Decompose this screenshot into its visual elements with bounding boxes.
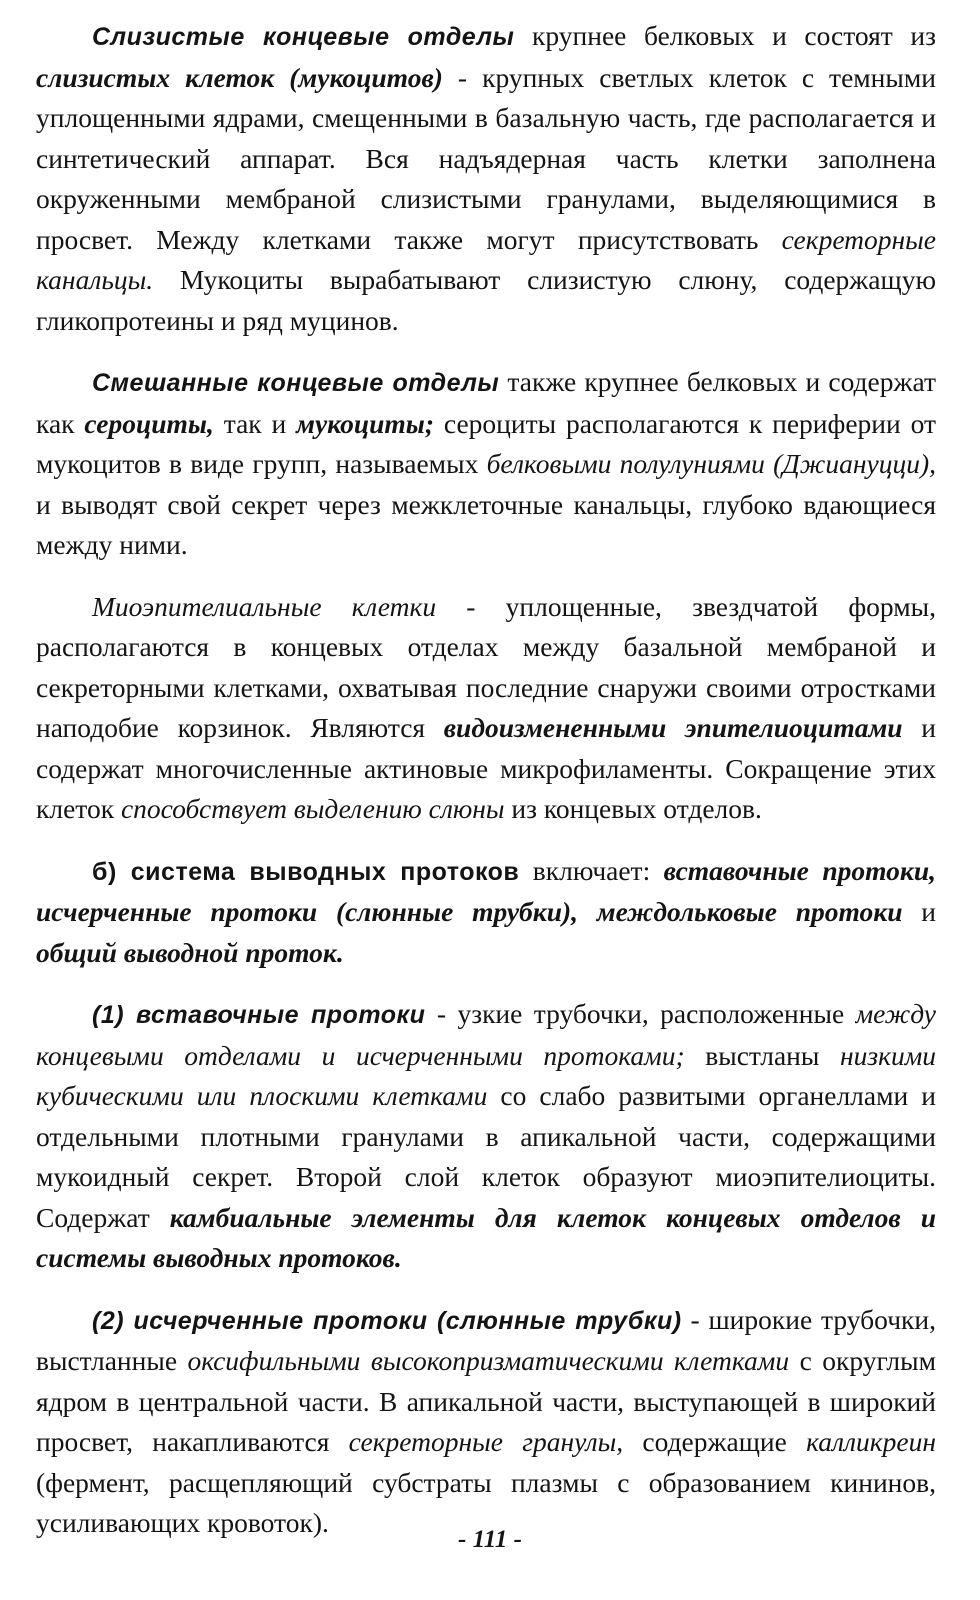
text-segment: с округлым ядром в центральной части. В апикальной части, выступающей в широкий просвет, накапливаются: [36, 1345, 936, 1457]
text-segment: - широкие трубочки, выстланные: [36, 1303, 936, 1376]
text-segment: (фермент, расщепляющий субстраты плазмы с образованием кининов, усиливающих кровоток).: [36, 1466, 936, 1538]
emphasized-term: секреторные гранулы,: [348, 1426, 624, 1457]
emphasized-term: низкими кубическими или плоскими клетками: [36, 1039, 936, 1111]
text-segment: также крупнее белковых и содержат как: [36, 366, 936, 439]
text-segment: Мукоциты вырабатывают слизистую слюну, содержащую гликопротеины и ряд муцинов.: [36, 264, 936, 336]
text-segment: так и: [213, 407, 297, 439]
emphasized-term: камбиальные элементы для клеток концевых отделов и системы выводных протоков.: [36, 1201, 936, 1273]
page-body: [36, 16, 936, 1544]
emphasized-term: белковыми полулуниями (Джиануцци),: [486, 448, 936, 479]
term-heading: Слизистые концевые отделы: [92, 23, 515, 51]
text-segment: и содержат многочисленные актиновые микрофиламенты. Сокращение этих клеток: [36, 712, 937, 824]
text-segment: выстланы: [684, 1039, 840, 1071]
emphasized-term: калликреин: [806, 1426, 936, 1457]
paragraph-myoepithelial-cells: [36, 587, 936, 830]
emphasized-term: сероциты,: [84, 407, 214, 439]
text-segment: включает:: [519, 854, 664, 886]
text-segment: - крупных светлых клеток с темными уплощенными ядрами, смещенными в базальную часть, где располагается и синтетический аппарат. Вся надъядерная часть клетки заполнена окруженными мембраной слизистыми гранулами, выделяющимися в просвет. Между клетками также могут присутствовать: [36, 61, 936, 255]
text-segment: - узкие трубочки, расположенные: [425, 998, 856, 1029]
text-segment: крупнее белковых и состоят из: [514, 20, 936, 51]
paragraph-mixed-end-sections: [36, 362, 936, 566]
emphasized-term: Миоэпителиальные клетки: [92, 590, 437, 622]
text-segment: со слабо развитыми органеллами и отдельными плотными гранулами в апикальной части, содержащими мукоидный секрет. Второй слой клеток образуют миоэпителиоциты. Содержат: [36, 1080, 936, 1233]
paragraph-mucous-end-sections: [36, 16, 936, 341]
emphasized-term: способствует выделению слюны: [120, 793, 505, 824]
text-segment: из концевых отделов.: [504, 793, 762, 824]
emphasized-term: оксифильными высокопризматическими клетками: [187, 1345, 790, 1376]
term-heading: (2) исчерченные протоки (слюнные трубки): [92, 1306, 682, 1335]
emphasized-term: между концевыми отделами и исчерченными протоками;: [36, 998, 936, 1071]
term-heading: б) система выводных протоков: [92, 857, 520, 886]
text-segment: - уплощенные, звездчатой формы, располагаются в концевых отделах между базальной мембраной и секреторными клетками, охватывая последние снаружи своими отростками наподобие корзинок. Являются: [36, 590, 936, 743]
emphasized-term: общий выводной проток.: [36, 936, 344, 968]
paragraph-striated-ducts: [36, 1300, 936, 1544]
emphasized-term: секреторные канальцы.: [36, 223, 936, 295]
emphasized-term: слизистых клеток (мукоцитов): [36, 61, 443, 93]
text-segment: и выводят свой секрет через межклеточные канальцы, глубоко вдающиеся между ними.: [36, 488, 936, 560]
term-heading: (1) вставочные протоки: [92, 1001, 426, 1029]
text-segment: сероциты располагаются к периферии от мукоцитов в виде групп, называемых: [36, 407, 937, 479]
emphasized-term: видоизмененными эпителиоцитами: [443, 712, 903, 743]
paragraph-duct-system: [36, 851, 936, 974]
emphasized-term: мукоциты;: [296, 407, 435, 439]
emphasized-term: вставочные протоки, исчерченные протоки (слюнные трубки), междольковые протоки: [36, 854, 936, 927]
page-number: - 111 -: [458, 1526, 522, 1553]
term-heading: Смешанные концевые отделы: [92, 369, 500, 397]
text-segment: и: [902, 896, 936, 927]
paragraph-intercalated-ducts: [36, 994, 936, 1279]
text-segment: содержащие: [623, 1426, 807, 1457]
